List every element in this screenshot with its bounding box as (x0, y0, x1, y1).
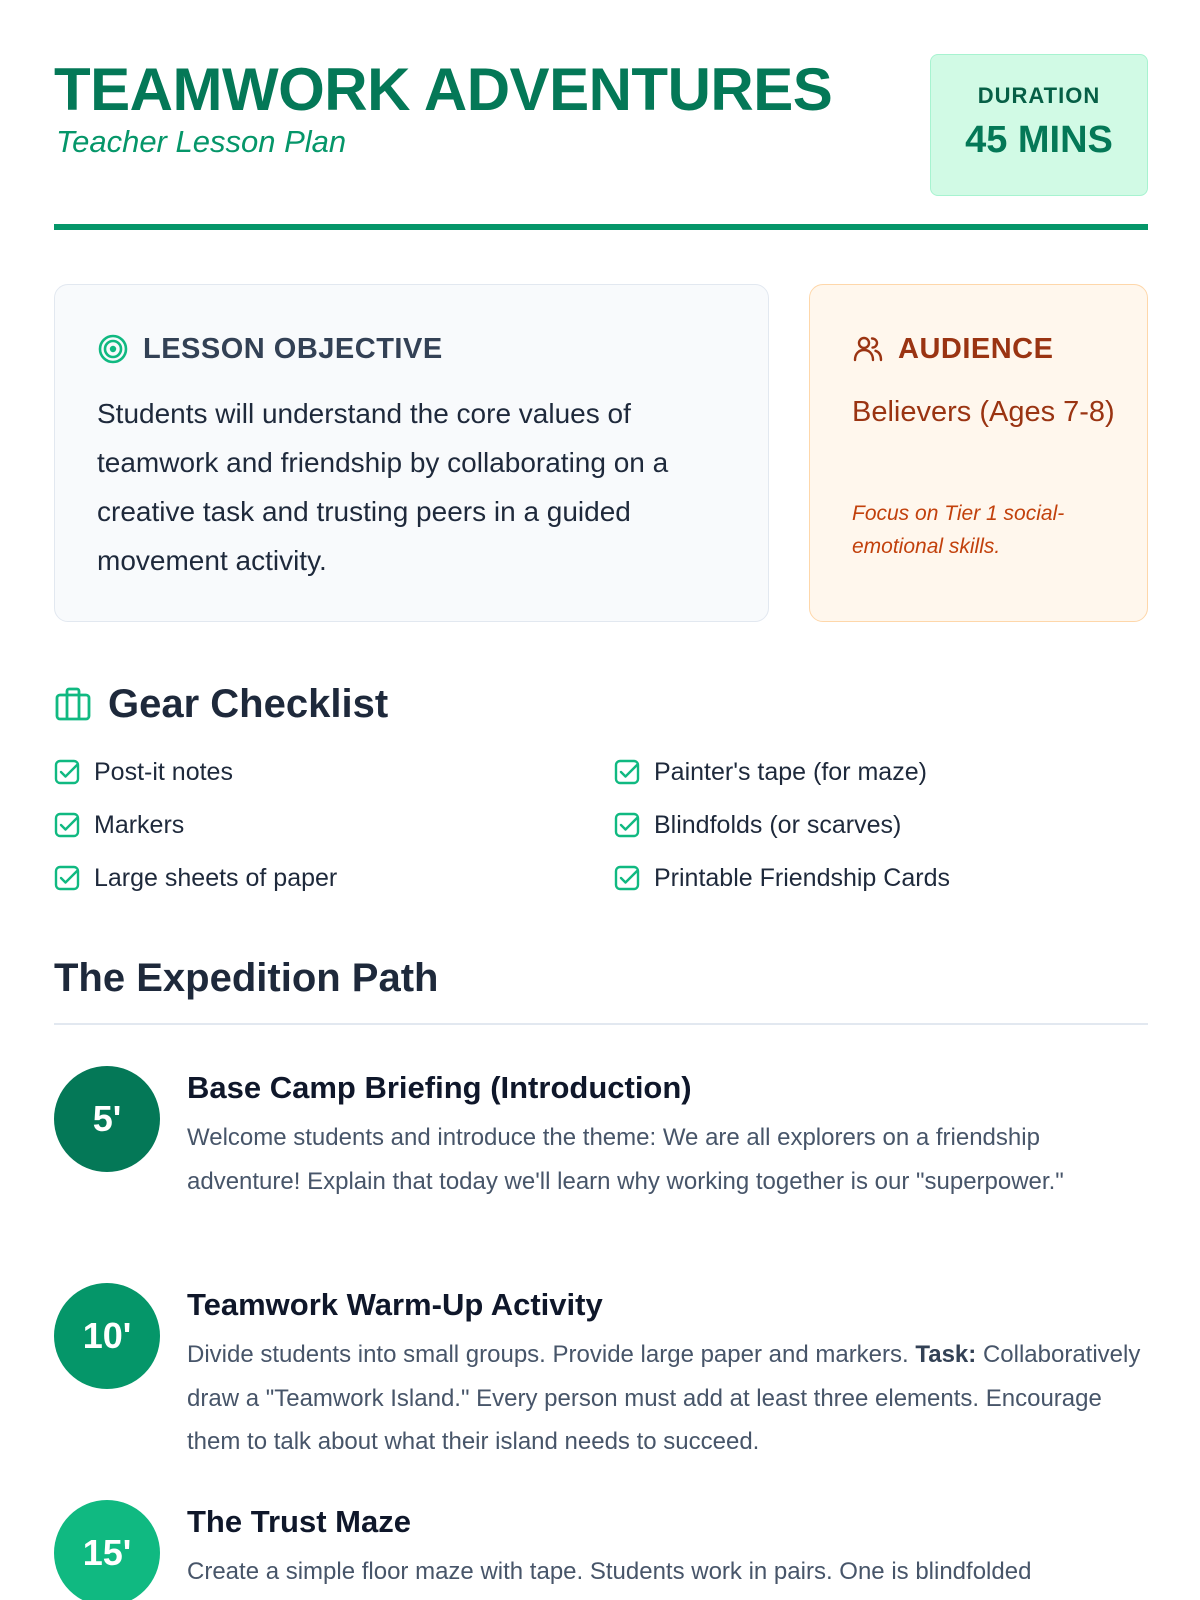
step-title: The Trust Maze (187, 1504, 411, 1539)
duration-value: 45 MINS (965, 119, 1113, 161)
gear-item-label: Blindfolds (or scarves) (654, 810, 902, 839)
duration-label: DURATION (977, 83, 1101, 108)
audience-card (809, 284, 1148, 622)
gear-item (614, 805, 901, 845)
step-description (187, 1333, 1147, 1464)
checkbox-checked-icon (54, 865, 80, 891)
objective-card (54, 284, 769, 622)
objective-text: Students will understand the core values of teamwork and friendship by collaborating on a creative task and trusting peers in a guided movement activity. (97, 398, 669, 576)
briefcase-icon (54, 685, 92, 723)
checkbox-checked-icon (614, 759, 640, 785)
step-task-label: Task: (915, 1341, 977, 1368)
target-icon (97, 333, 129, 365)
checkbox-checked-icon (54, 759, 80, 785)
audience-header (852, 329, 1053, 369)
timeline-step (54, 1283, 1148, 1483)
gear-item (614, 858, 950, 898)
gear-item-label: Markers (94, 810, 185, 839)
gear-item-label: Large sheets of paper (94, 863, 338, 892)
gear-item-label: Painter's tape (for maze) (654, 757, 927, 786)
timeline-step (54, 1500, 1148, 1600)
objective-title: LESSON OBJECTIVE (143, 332, 443, 365)
page-header (54, 54, 1148, 198)
step-description-text: Divide students into small groups. Provide large paper and markers. (187, 1341, 916, 1368)
gear-item (614, 752, 927, 792)
audience-title: AUDIENCE (898, 332, 1054, 365)
page-subtitle: Teacher Lesson Plan (56, 124, 347, 159)
users-icon (852, 333, 884, 365)
gear-item (54, 858, 337, 898)
checkbox-checked-icon (614, 812, 640, 838)
gear-list (54, 752, 1148, 922)
step-description-text: Collaboratively draw a "Teamwork Island." Every person must add at least three elements. Encourage them to talk about what their island needs to succeed. (187, 1341, 1141, 1455)
page-title: TEAMWORK ADVENTURES (54, 56, 833, 123)
checkbox-checked-icon (54, 812, 80, 838)
step-description: Welcome students and introduce the theme: We are all explorers on a friendship adventure! Explain that today we'll learn why working together is our "superpower." (187, 1124, 1064, 1195)
path-title: The Expedition Path (54, 956, 439, 1000)
step-title: Teamwork Warm-Up Activity (187, 1287, 603, 1322)
audience-name: Believers (Ages 7-8) (852, 396, 1115, 428)
gear-item-label: Printable Friendship Cards (654, 863, 950, 892)
objective-header (97, 329, 443, 369)
audience-note: Focus on Tier 1 social-emotional skills. (852, 502, 1065, 558)
header-divider (54, 224, 1148, 230)
gear-item (54, 752, 233, 792)
path-divider (54, 1023, 1148, 1025)
gear-header (54, 680, 388, 728)
checkbox-checked-icon (614, 865, 640, 891)
step-description: Create a simple floor maze with tape. Students work in pairs. One is blindfolded (187, 1558, 1032, 1585)
step-duration-badge: 15' (54, 1500, 160, 1600)
step-duration-badge: 10' (54, 1283, 160, 1389)
gear-title: Gear Checklist (108, 681, 389, 726)
gear-item (54, 805, 184, 845)
step-duration-badge: 5' (54, 1066, 160, 1172)
timeline-step (54, 1066, 1148, 1266)
step-title: Base Camp Briefing (Introduction) (187, 1070, 692, 1105)
duration-badge (930, 54, 1148, 196)
gear-item-label: Post-it notes (94, 757, 233, 786)
